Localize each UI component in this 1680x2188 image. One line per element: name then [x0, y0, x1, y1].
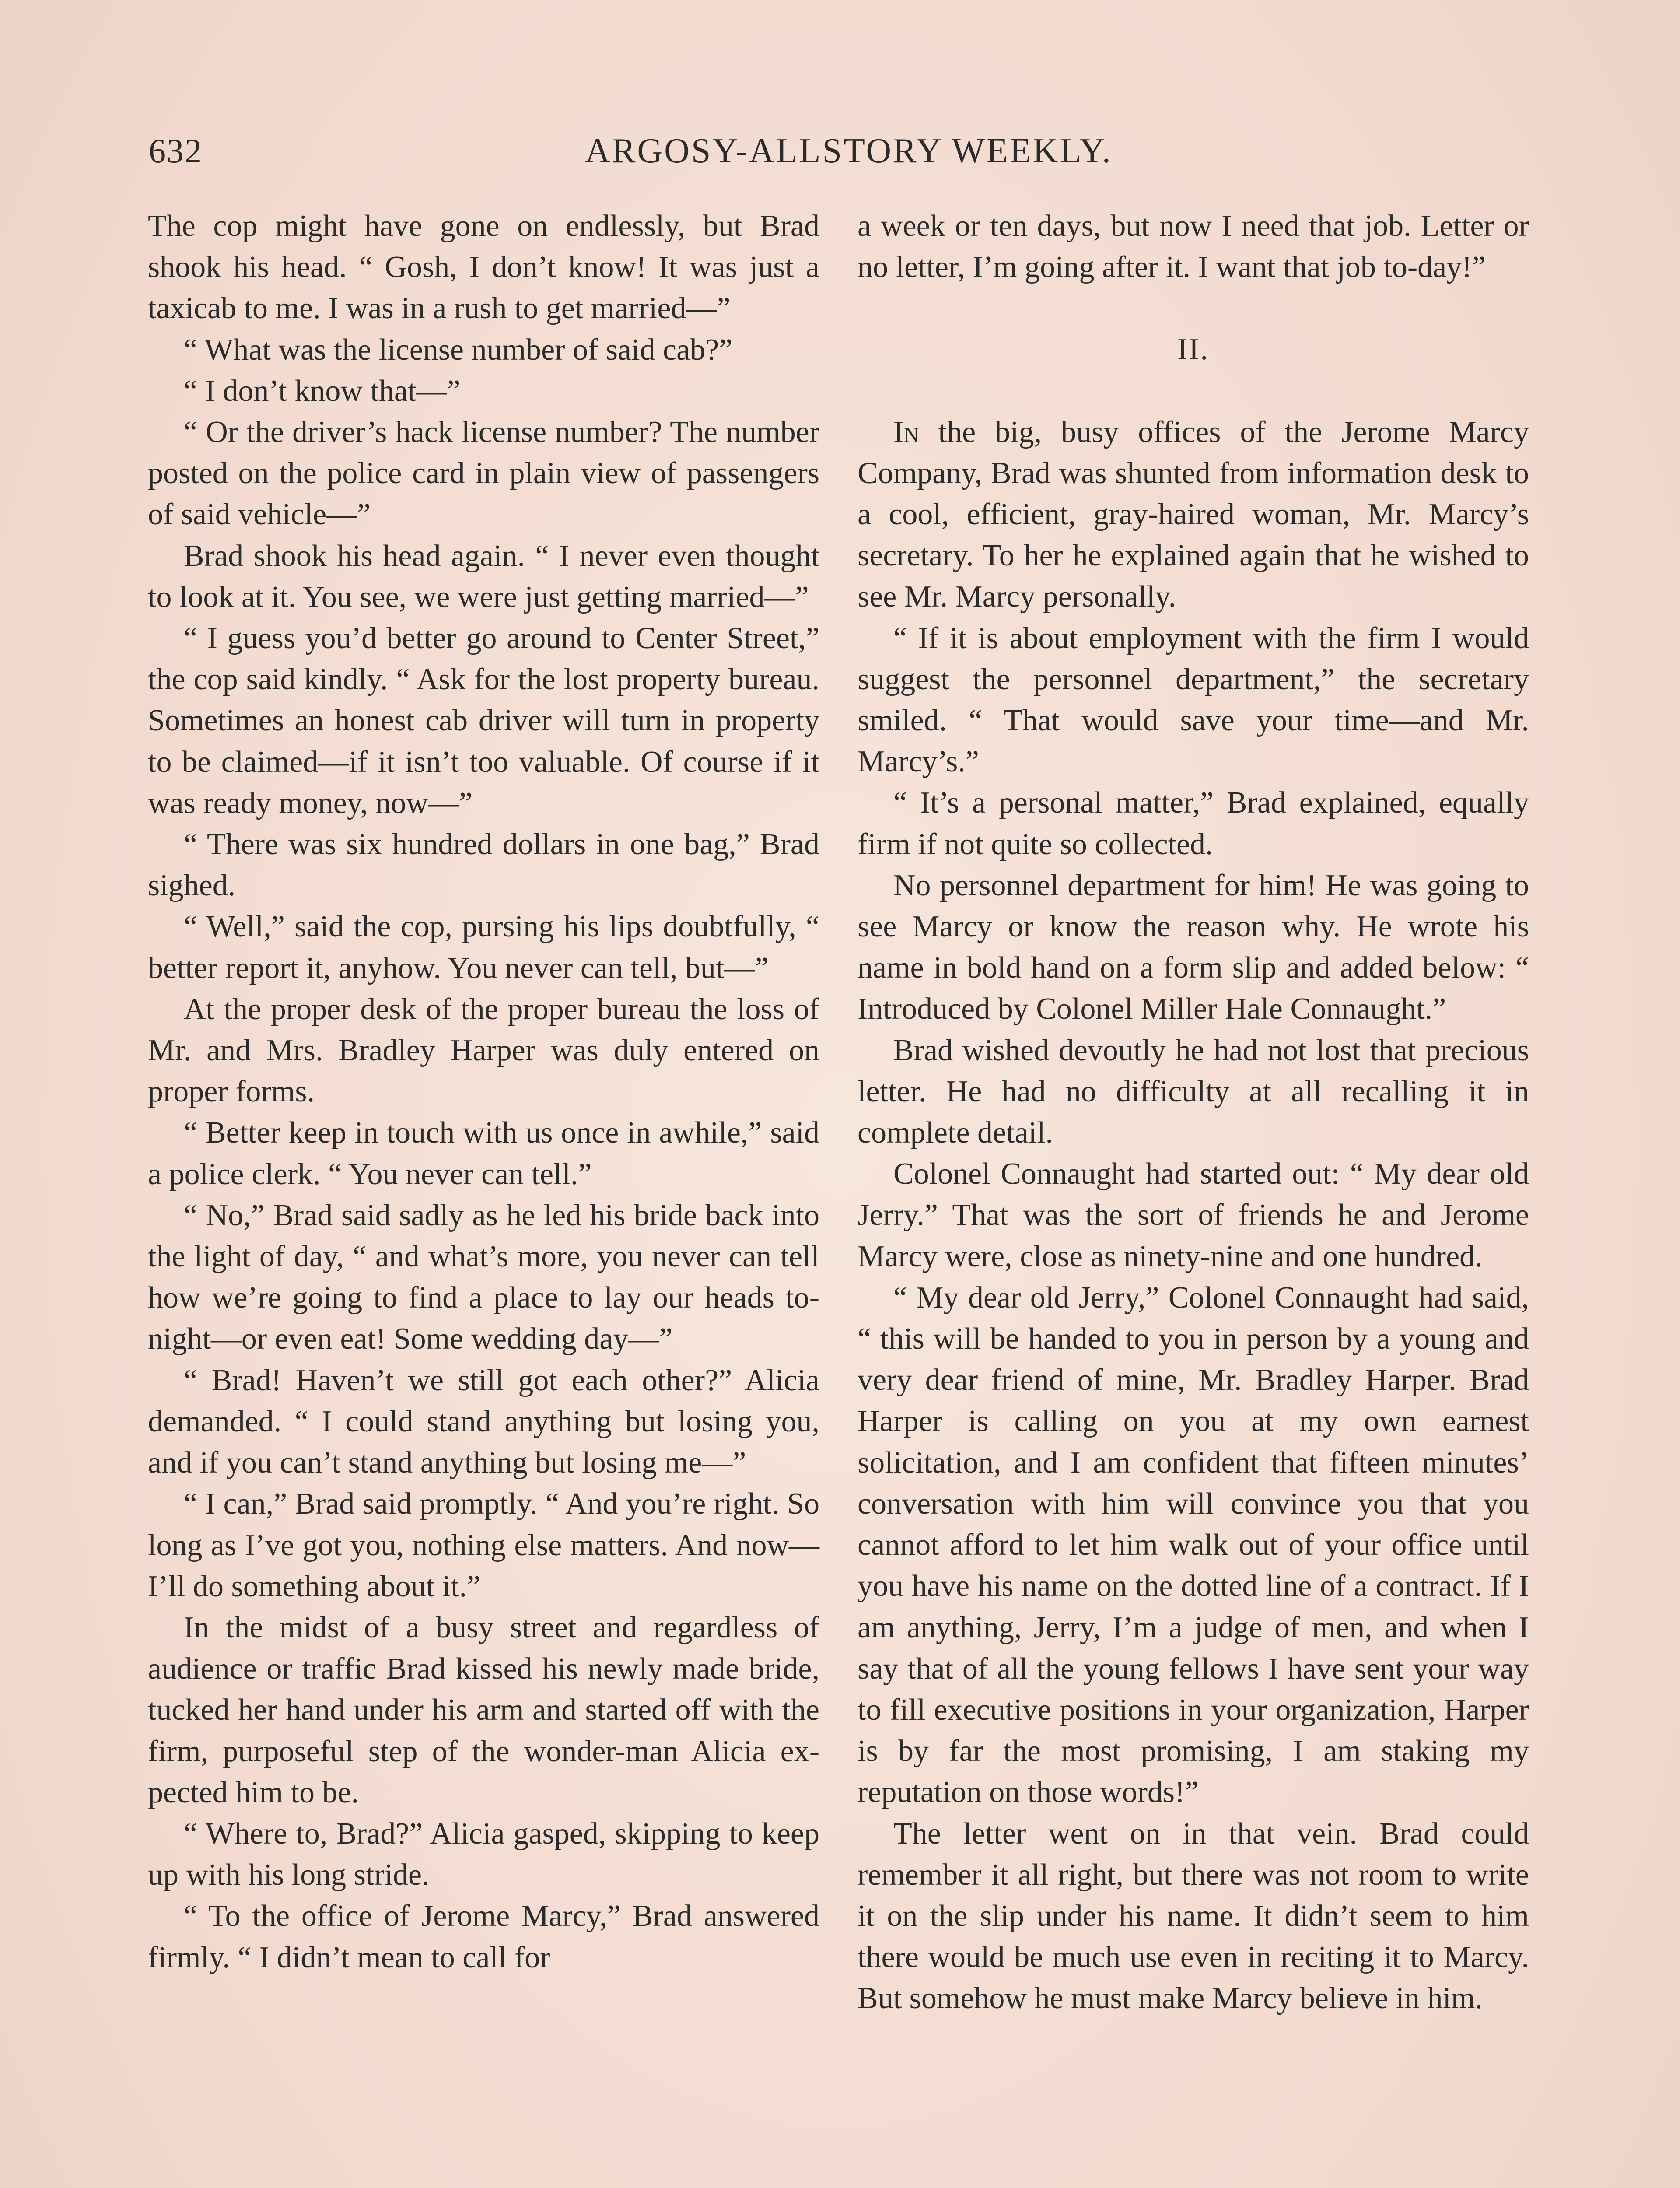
paragraph: Brad wished devoutly he had not lost that precious letter. He had no difficulty at all recalling it in complete detail. [858, 1033, 1529, 1150]
paragraph: Brad shook his head again. “ I never even thought to look at it. You see, we were just getting married—” [148, 539, 819, 614]
paragraph: “ There was six hundred dollars in one bag,” Brad sighed. [148, 828, 819, 903]
paragraph: “ If it is about employment with the firm I would suggest the personnel department,” the secretary smiled. “ That would save your time—and Mr. Marcy’s.” [858, 621, 1529, 779]
page-number: 632 [149, 132, 203, 170]
section-opening-paragraph [858, 412, 1529, 618]
paragraph: “ I don’t know that—” [184, 374, 461, 408]
paragraph: “ Or the driver’s hack license number? The number posted on the police card in plain view of passengers of said vehicle—” [148, 415, 819, 532]
drop-word: In [893, 415, 919, 449]
running-head: ARGOSY-ALLSTORY WEEKLY. [585, 132, 1113, 170]
paragraph: “ Well,” said the cop, pursing his lips doubtfully, “ better report it, anyhow. You never can tell, but—” [148, 910, 819, 985]
paragraph: “ To the office of Jerome Marcy,” Brad answered firmly. “ I didn’t mean to call for [148, 1899, 819, 1974]
paragraph: “ Brad! Haven’t we still got each other?” Alicia demanded. “ I could stand anything but losing you, and if you can’t stand anything but losing me—” [148, 1363, 819, 1480]
left-column [148, 206, 819, 1978]
paragraph: Colonel Connaught had started out: “ My dear old Jerry.” That was the sort of friends he and Jerome Marcy were, close as ninety-nine and one hundred. [858, 1157, 1529, 1273]
paragraph: “ I guess you’d better go around to Center Street,” the cop said kindly. “ Ask for the lost property bureau. Sometimes an honest cab driver will turn in property to be claimed—if it isn’t too valuable. Of course if it was ready money, now—” [148, 621, 819, 820]
paragraph: The letter went on in that vein. Brad could remember it all right, but there was not room to write it on the slip under his name. It didn’t seem to him there would be much use even in reciting it to Marcy. But somehow he must make Marcy believe in him. [858, 1816, 1529, 2016]
paragraph: “ It’s a personal matter,” Brad explained, equally firm if not quite so collected. [858, 786, 1529, 861]
paragraph: “ What was the license number of said cab?” [184, 333, 733, 367]
paragraph: “ No,” Brad said sadly as he led his bride back into the light of day, “ and what’s more, you never can tell how we’re going to find a place to lay our heads tonight—or even eat! Some wedding day—” [148, 1198, 819, 1356]
paragraph: “ Where to, Brad?” Alicia gasped, skipping to keep up with his long stride. [148, 1816, 819, 1892]
section-number: II. [1177, 333, 1210, 367]
paragraph: a week or ten days, but now I need that job. Letter or no letter, I’m going after it. I want that job to-day!” [858, 209, 1529, 284]
paragraph: The cop might have gone on endlessly, but Brad shook his head. “ Gosh, I don’t know! It was just a taxicab to me. I was in a rush to get married—” [148, 209, 819, 326]
paragraph: “ My dear old Jerry,” Colonel Connaught had said, “ this will be handed to you in person by a young and very dear friend of mine, Mr. Bradley Harper. Brad Harper is calling on you at my own earnest solicitation, and I am confident that fifteen minutes’ conversation with him will convince you that you cannot afford to let him walk out of your office until you have his name on the dotted line of a contract. If I am anything, Jerry, I’m a judge of men, and when I say that of all the young fellows I have sent your way to fill executive positions in your organization, Harper is by far the most promising, I am staking my reputation on those words!” [858, 1280, 1529, 1809]
paragraph: In the midst of a busy street and regardless of audience or traffic Brad kissed his newly made bride, tucked her hand under his arm and started off with the firm, purposeful step of the wonder-man Alicia expected him to be. [148, 1610, 819, 1809]
paragraph: No personnel department for him! He was going to see Marcy or know the reason why. He wrote his name in bold hand on a form slip and added below: “ Introduced by Colonel Miller Hale Connaught.” [858, 868, 1529, 1026]
paragraph: At the proper desk of the proper bureau the loss of Mr. and Mrs. Bradley Harper was duly entered on proper forms. [148, 992, 819, 1109]
paragraph: “ I can,” Brad said promptly. “ And you’re right. So long as I’ve got you, nothing else matters. And now—I’ll do something about it.” [148, 1487, 819, 1603]
right-column [858, 206, 1529, 2020]
paragraph: “ Better keep in touch with us once in awhile,” said a police clerk. “ You never can tell.” [148, 1116, 819, 1191]
paragraph-text: the big, busy offices of the Jerome Marcy Company, Brad was shunted from information desk to a cool, efficient, gray-haired woman, Mr. Marcy’s secretary. To her he explained again that he wished to see Mr. Marcy personally. [858, 415, 1529, 614]
page-header [149, 131, 1549, 179]
